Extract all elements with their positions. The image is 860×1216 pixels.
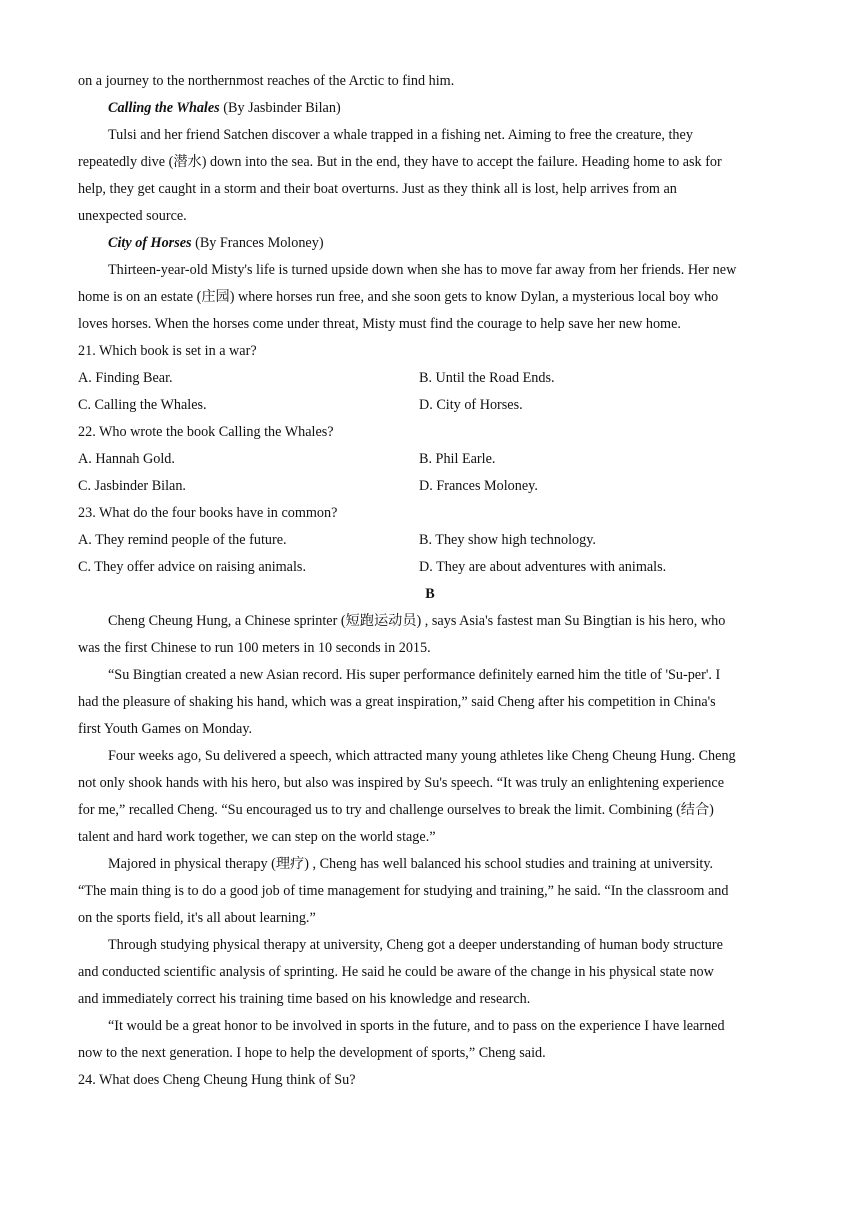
option-c: C. They offer advice on raising animals.	[78, 559, 306, 575]
option-a: A. Hannah Gold.	[78, 451, 175, 467]
passage-line: Four weeks ago, Su delivered a speech, which attracted many young athletes like Cheng Cheung Hung. Cheng	[108, 748, 736, 764]
passage-line: “Su Bingtian created a new Asian record. His super performance definitely earned him the title of 'Su-per'. I	[108, 667, 721, 683]
passage-line: first Youth Games on Monday.	[78, 721, 253, 737]
option-b: B. Until the Road Ends.	[419, 370, 555, 386]
option-d: D. Frances Moloney.	[419, 478, 538, 494]
passage-line: talent and hard work together, we can step on the world stage.”	[78, 829, 436, 845]
passage-line: unexpected source.	[78, 208, 187, 224]
question-stem: 24. What does Cheng Cheung Hung think of Su?	[78, 1072, 356, 1088]
passage-line: and conducted scientific analysis of sprinting. He said he could be aware of the change in his physical state now	[78, 964, 714, 980]
passage-line: “The main thing is to do a good job of time management for studying and training,” he said. “In the classroom and	[78, 883, 729, 899]
option-c: C. Jasbinder Bilan.	[78, 478, 186, 494]
passage-line: on a journey to the northernmost reaches of the Arctic to find him.	[78, 73, 455, 89]
passage-line: on the sports field, it's all about learning.”	[78, 910, 316, 926]
passage-line: Tulsi and her friend Satchen discover a whale trapped in a fishing net. Aiming to free the creature, they	[108, 127, 693, 143]
passage-line: not only shook hands with his hero, but also was inspired by Su's speech. “It was truly an enlightening experience	[78, 775, 724, 791]
question-stem: 23. What do the four books have in common?	[78, 505, 338, 521]
passage-line: was the first Chinese to run 100 meters in 10 seconds in 2015.	[78, 640, 431, 656]
passage-line: repeatedly dive (潜水) down into the sea. But in the end, they have to accept the failure. Heading home to ask for	[78, 154, 722, 170]
passage-line: home is on an estate (庄园) where horses run free, and she soon gets to know Dylan, a mysterious local boy who	[78, 289, 719, 305]
passage-line: and immediately correct his training time based on his knowledge and research.	[78, 991, 531, 1007]
book-author: (By Frances Moloney)	[191, 235, 324, 251]
question-stem: 21. Which book is set in a war?	[78, 343, 257, 359]
option-b: B. They show high technology.	[419, 532, 596, 548]
book-author: (By Jasbinder Bilan)	[219, 100, 341, 116]
book-heading-city-of-horses	[108, 234, 818, 252]
section-heading: B	[425, 586, 435, 602]
passage-line: Thirteen-year-old Misty's life is turned upside down when she has to move far away from her friends. Her new	[108, 262, 737, 278]
option-b: B. Phil Earle.	[419, 451, 496, 467]
passage-line: for me,” recalled Cheng. “Su encouraged us to try and challenge ourselves to break the limit. Combining (结合)	[78, 802, 714, 818]
option-d: D. City of Horses.	[419, 397, 523, 413]
book-title: City of Horses	[108, 235, 192, 251]
passage-line: had the pleasure of shaking his hand, which was a great inspiration,” said Cheng after his competition in China's	[78, 694, 716, 710]
book-title: Calling the Whales	[108, 100, 220, 116]
passage-line: now to the next generation. I hope to help the development of sports,” Cheng said.	[78, 1045, 546, 1061]
option-c: C. Calling the Whales.	[78, 397, 207, 413]
passage-line: loves horses. When the horses come under threat, Misty must find the courage to help save her new home.	[78, 316, 681, 332]
passage-line: Majored in physical therapy (理疗) , Cheng has well balanced his school studies and training at university.	[108, 856, 714, 872]
option-a: A. Finding Bear.	[78, 370, 173, 386]
question-stem: 22. Who wrote the book Calling the Whales?	[78, 424, 334, 440]
passage-line: help, they get caught in a storm and their boat overturns. Just as they think all is lost, help arrives from an	[78, 181, 677, 197]
option-d: D. They are about adventures with animals.	[419, 559, 667, 575]
book-heading-calling-the-whales	[108, 99, 818, 117]
passage-line: “It would be a great honor to be involved in sports in the future, and to pass on the experience I have learned	[108, 1018, 725, 1034]
option-a: A. They remind people of the future.	[78, 532, 287, 548]
passage-line: Through studying physical therapy at university, Cheng got a deeper understanding of human body structure	[108, 937, 723, 953]
passage-line: Cheng Cheung Hung, a Chinese sprinter (短跑运动员) , says Asia's fastest man Su Bingtian is his hero, who	[108, 613, 726, 629]
